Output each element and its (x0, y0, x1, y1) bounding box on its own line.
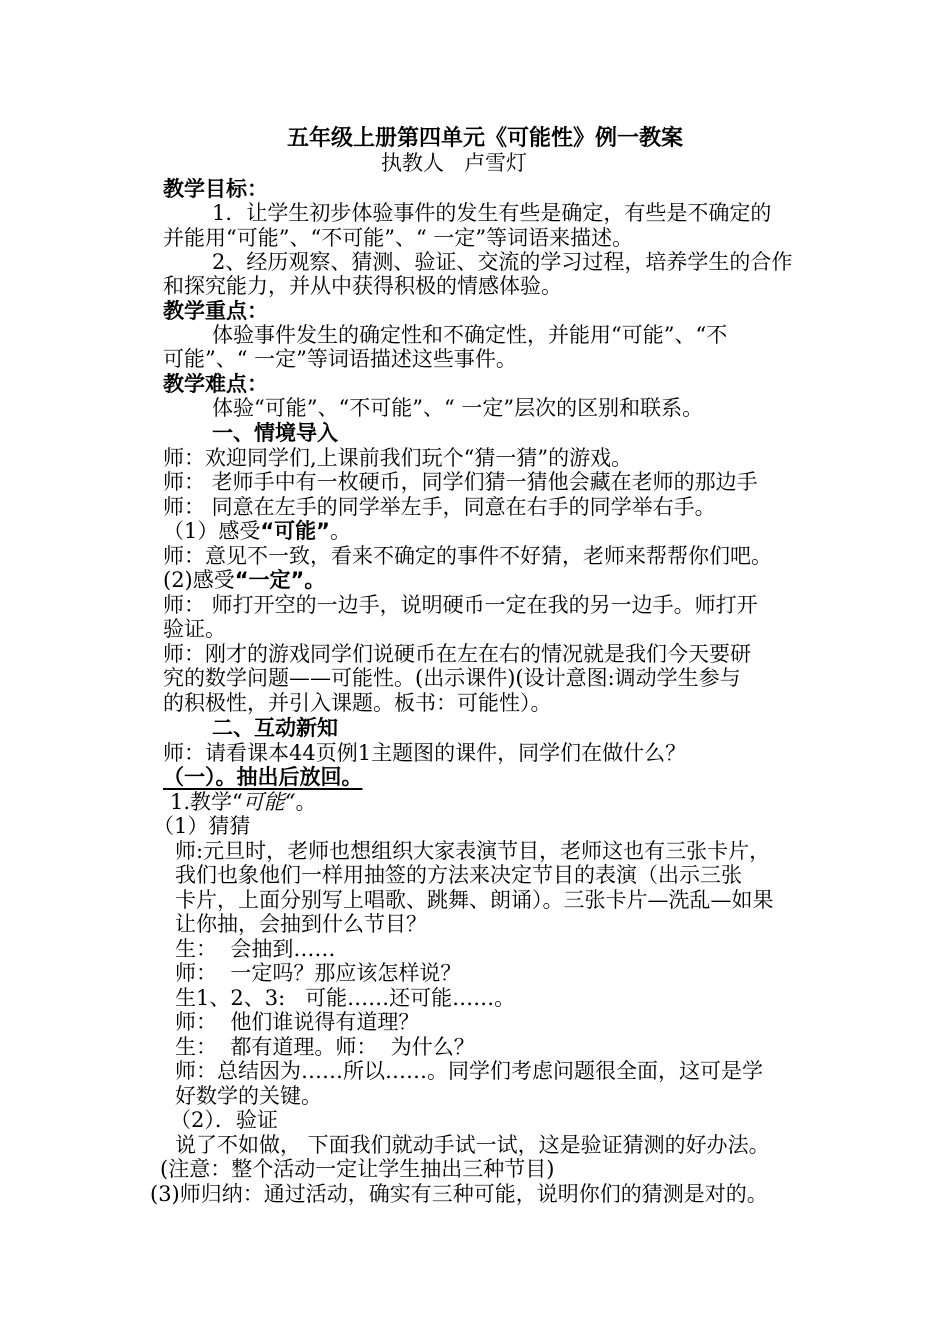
possible-term: “可能” (260, 519, 330, 543)
teaching-possible-line (170, 789, 317, 815)
feel-possible-line (163, 518, 351, 544)
period: 。 (329, 519, 351, 543)
key-points-line-1: 体验事件发生的确定性和不确定性，并能用“可能”、“不 (212, 323, 728, 347)
dialogue-line: 师： 他们谁说得有道理？ (175, 1010, 420, 1034)
guess-heading: （1）猜猜 (153, 814, 251, 838)
dialogue-line: 的积极性，并引入课题。板书：可能性）。 (163, 691, 552, 715)
goal-2-line-1: 2、经历观察、猜测、验证、交流的学习过程，培养学生的合作 (212, 250, 793, 274)
feel-label: （1）感受 (163, 519, 261, 543)
note-line: (注意：整个活动一定让学生抽出三种节目) (160, 1157, 555, 1181)
dialogue-line: 师： 一定吗？那应该怎样说？ (175, 961, 462, 985)
period: 。 (295, 790, 317, 814)
feel-label: (2)感受 (163, 568, 235, 592)
dialogue-line: 生： 都有道理。师： 为什么？ (175, 1035, 475, 1059)
dialogue-line: 生： 会抽到…… (175, 937, 336, 961)
dialogue-line: 师：意见不一致，看来不确定的事件不好猜，老师来帮帮你们吧。 (163, 544, 772, 568)
goal-1-line-2: 并能用“可能”、“不可能”、“ 一定”等词语来描述。 (163, 226, 634, 250)
document-title: 五年级上册第四单元《可能性》例一教案 (287, 125, 684, 151)
dialogue-line: 师：欢迎同学们,上课前我们玩个“猜一猜”的游戏。 (163, 446, 633, 470)
dialogue-line: 卡片，上面分别写上唱歌、跳舞、朗诵）。三张卡片—洗乱—如果 (175, 888, 774, 912)
dialogue-line: 说了不如做， 下面我们就动手试一试，这是验证猜测的好办法。 (175, 1133, 770, 1157)
dialogue-line: 师： 师打开空的一边手，说明硬币一定在我的另一边手。师打开 (163, 593, 758, 617)
possible-italic: 可能“ (242, 790, 296, 814)
dialogue-line: 生1、2、3: 可能……还可能……。 (175, 986, 516, 1010)
dialogue-line: 让你抽，会抽到什么节目？ (175, 912, 427, 936)
dialogue-line: 验证。 (163, 617, 226, 641)
section-1-heading: 一、情境导入 (212, 421, 338, 445)
summary-line: (3)师归纳：通过活动，确实有三种可能，说明你们的猜测是对的。 (150, 1182, 768, 1206)
key-points-heading: 教学重点： (163, 299, 268, 323)
dialogue-line: 究的数学问题——可能性。(出示课件)(设计意图:调动学生参与 (163, 666, 741, 690)
dialogue-line: 师：刚才的游戏同学们说硬币在左在右的情况就是我们今天要研 (163, 642, 751, 666)
dialogue-line: 师:元旦时，老师也想组织大家表演节目，老师这也有三张卡片， (175, 839, 771, 863)
certain-term: “一定”。 (234, 568, 326, 592)
dialogue-line: 我们也象他们一样用抽签的方法来决定节目的表演（出示三张 (175, 863, 742, 887)
dialogue-line: 师：请看课本44页例1主题图的课件，同学们在做什么？ (163, 741, 687, 765)
goal-1-line-1: 1．让学生初步体验事件的发生有些是确定，有些是不确定的 (212, 201, 772, 225)
goals-heading: 教学目标： (163, 177, 268, 201)
section-2-heading: 二、互动新知 (212, 716, 338, 740)
author-line: 执教人 卢雪灯 (381, 151, 528, 175)
teaching-label: 1.教学“ (170, 790, 243, 814)
subsection-heading: （一）。抽出后放回。 (163, 765, 363, 789)
dialogue-line: 师： 老师手中有一枚硬币，同学们猜一猜他会藏在老师的那边手 (163, 470, 758, 494)
difficulty-heading: 教学难点： (163, 372, 268, 396)
goal-2-line-2: 和探究能力，并从中获得积极的情感体验。 (163, 274, 562, 298)
dialogue-line: 师：总结因为……所以……。同学们考虑问题很全面，这可是学 (175, 1059, 763, 1083)
difficulty-line: 体验“可能”、“不可能”、“ 一定”层次的区别和联系。 (212, 396, 704, 420)
feel-certain-line (163, 567, 325, 593)
verify-heading: （2）．验证 (170, 1108, 278, 1132)
dialogue-line: 师： 同意在左手的同学举左手，同意在右手的同学举右手。 (163, 495, 716, 519)
dialogue-line: 好数学的关键。 (175, 1084, 322, 1108)
key-points-line-2: 可能”、“ 一定”等词语描述这些事件。 (163, 347, 517, 371)
